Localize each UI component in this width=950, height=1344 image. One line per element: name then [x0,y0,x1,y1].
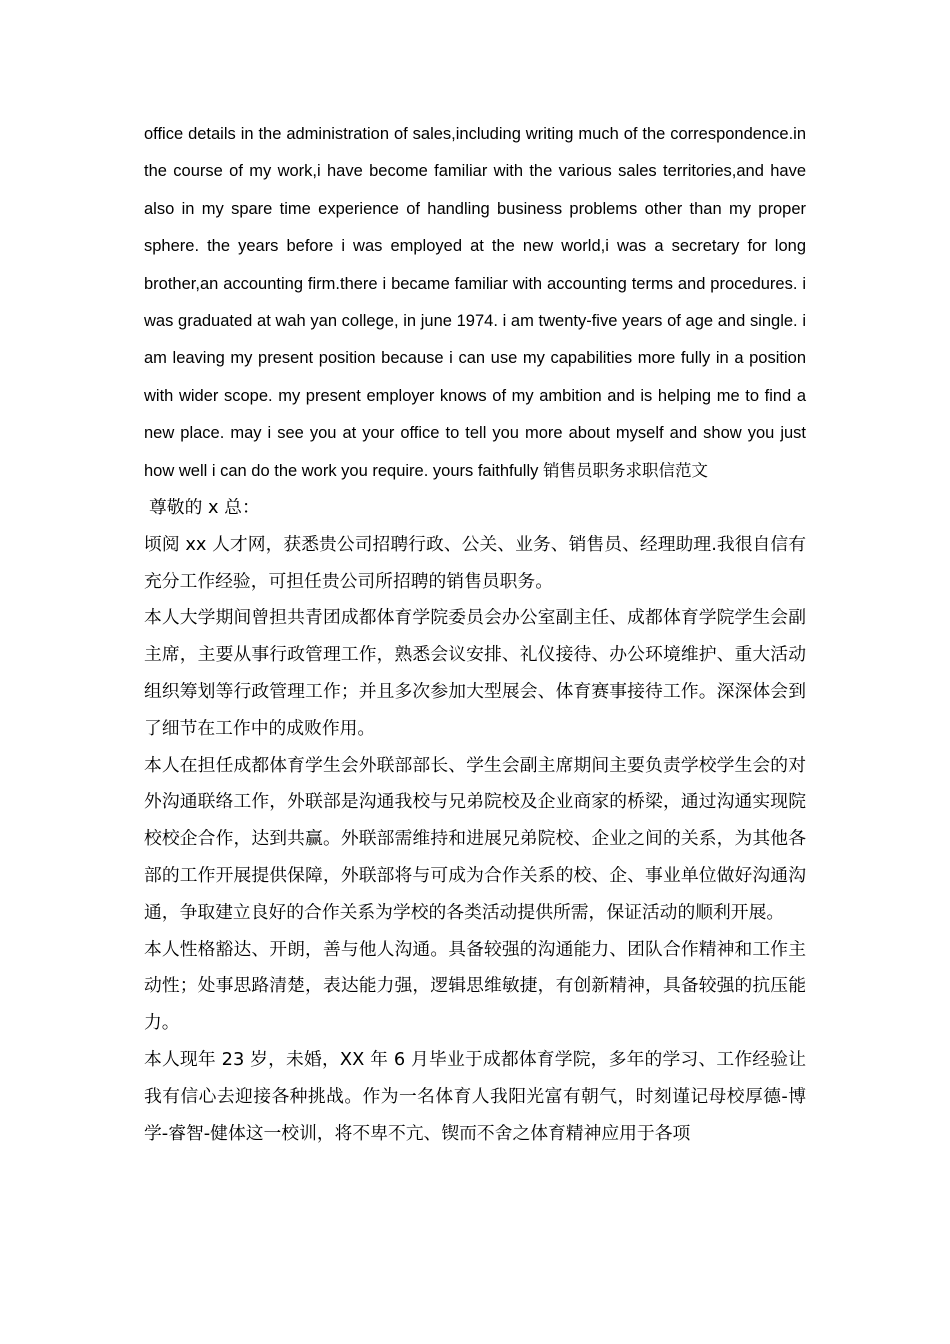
paragraph-background: 本人现年 23 岁，未婚，XX 年 6 月毕业于成都体育学院，多年的学习、工作经验让我有信心去迎接各种挑战。作为一名体育人我阳光富有朝气，时刻谨记母校厚德-博学-睿智-健体这一校训，将不卑不亢、锲而不舍之体育精神应用于各项 [144,1049,806,1144]
paragraph-external-relations: 本人在担任成都体育学生会外联部部长、学生会副主席期间主要负责学校学生会的对外沟通联络工作，外联部是沟通我校与兄弟院校及企业商家的桥梁，通过沟通实现院校校企合作，达到共赢。外联部需维持和进展兄弟院校、企业之间的关系，为其他各部的工作开展提供保障，外联部将与可成为合作关系的校、企、事业单位做好沟通沟通，争取建立良好的合作关系为学校的各类活动提供所需，保证活动的顺利开展。 [144,754,806,923]
paragraph-personality: 本人性格豁达、开朗，善与他人沟通。具备较强的沟通能力、团队合作精神和工作主动性；处事思路清楚，表达能力强，逻辑思维敏捷，有创新精神，具备较强的抗压能力。 [144,938,806,1034]
paragraph-intro: 顷阅 xx 人才网，获悉贵公司招聘行政、公关、业务、销售员、经理助理.我很自信有充分工作经验，可担任贵公司所招聘的销售员职务。 [144,533,806,592]
english-letter-body: office details in the administration of sales,including writing much of the correspondence.in the course of my work,i have become familiar with the various sales territories,and have also in my spare time experience of handling business problems other than my proper sphere. the years before i was employed at the new world,i was a secretary for long brother,an accounting firm.there i became familiar with accounting terms and procedures. i was graduated at wah yan college, in june 1974. i am twenty-five years of age and single. i am leaving my present position because i can use my capabilities more fully in a position with wider scope. my present employer knows of my ambition and is helping me to find a new place. may i see you at your office to tell you more about myself and show you just how well i can do the work you require. yours faithfully 销售员职务求职信范文 [144,125,806,480]
salutation: 尊敬的 x 总： [149,497,260,519]
document-page [144,116,806,1152]
paragraph-university-roles: 本人大学期间曾担共青团成都体育学院委员会办公室副主任、成都体育学院学生会副主席，主要从事行政管理工作，熟悉会议安排、礼仪接待、办公环境维护、重大活动组织筹划等行政管理工作；并且多次参加大型展会、体育赛事接待工作。深深体会到了细节在工作中的成败作用。 [144,607,806,739]
